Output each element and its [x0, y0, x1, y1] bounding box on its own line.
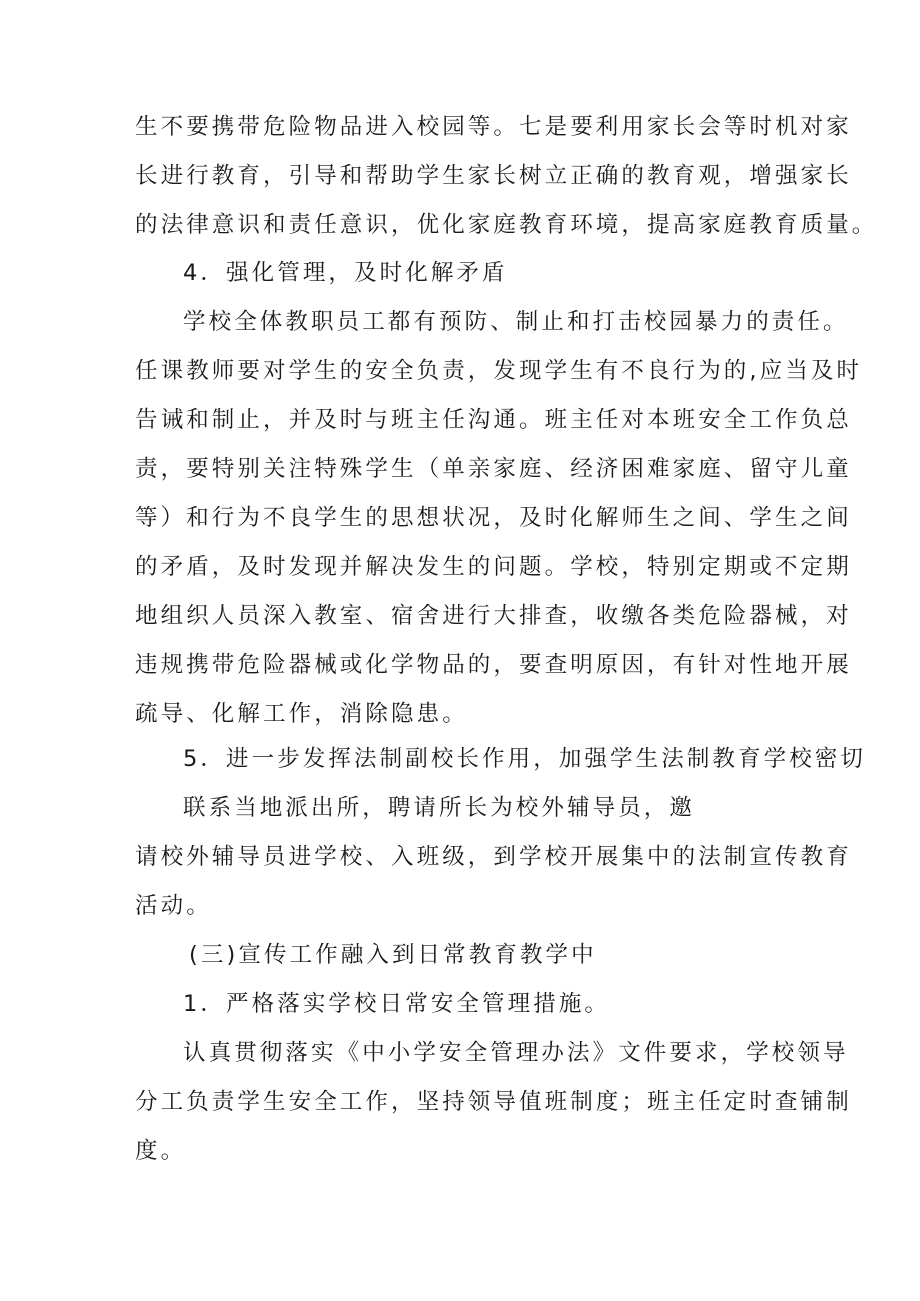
section-heading: 4．强化管理，及时化解矛盾	[183, 260, 508, 286]
text-line: 分工负责学生安全工作，坚持领导值班制度；班主任定时查铺制	[135, 1089, 852, 1115]
text-line: 长进行教育，引导和帮助学生家长树立正确的教育观，增强家长	[135, 163, 852, 189]
text-line: 的法律意识和责任意识，优化家庭教育环境，提高家庭教育质量。	[135, 212, 878, 238]
text-line: 的矛盾，及时发现并解决发生的问题。学校，特别定期或不定期	[135, 554, 852, 580]
text-line: 责，要特别关注特殊学生（单亲家庭、经济困难家庭、留守儿童	[135, 456, 852, 482]
text-line: 违规携带危险器械或化学物品的，要查明原因，有针对性地开展	[135, 652, 852, 678]
section-heading: (三)宣传工作融入到日常教育教学中	[189, 942, 597, 968]
text-line: 请校外辅导员进学校、入班级，到学校开展集中的法制宣传教育	[135, 844, 852, 870]
text-line: 活动。	[135, 893, 212, 919]
section-heading: 5．进一步发挥法制副校长作用，加强学生法制教育学校密切	[183, 746, 867, 772]
text-line: 度。	[135, 1138, 187, 1164]
text-line: 联系当地派出所，聘请所长为校外辅导员，邀	[183, 795, 696, 821]
text-line: 疏导、化解工作，消除隐患。	[135, 701, 468, 727]
text-line: 认真贯彻落实《中小学安全管理办法》文件要求，学校领导	[183, 1040, 849, 1066]
section-heading: 1．严格落实学校日常安全管理措施。	[183, 991, 611, 1017]
text-line: 告诫和制止，并及时与班主任沟通。班主任对本班安全工作负总	[135, 407, 852, 433]
text-line: 生不要携带危险物品进入校园等。七是要利用家长会等时机对家	[135, 114, 852, 140]
text-line: 等）和行为不良学生的思想状况，及时化解师生之间、学生之间	[135, 505, 852, 531]
text-line: 学校全体教职员工都有预防、制止和打击校园暴力的责任。	[183, 309, 849, 335]
text-line: 任课教师要对学生的安全负责，发现学生有不良行为的,应当及时	[135, 358, 863, 384]
text-line: 地组织人员深入教室、宿舍进行大排查，收缴各类危险器械，对	[135, 603, 852, 629]
